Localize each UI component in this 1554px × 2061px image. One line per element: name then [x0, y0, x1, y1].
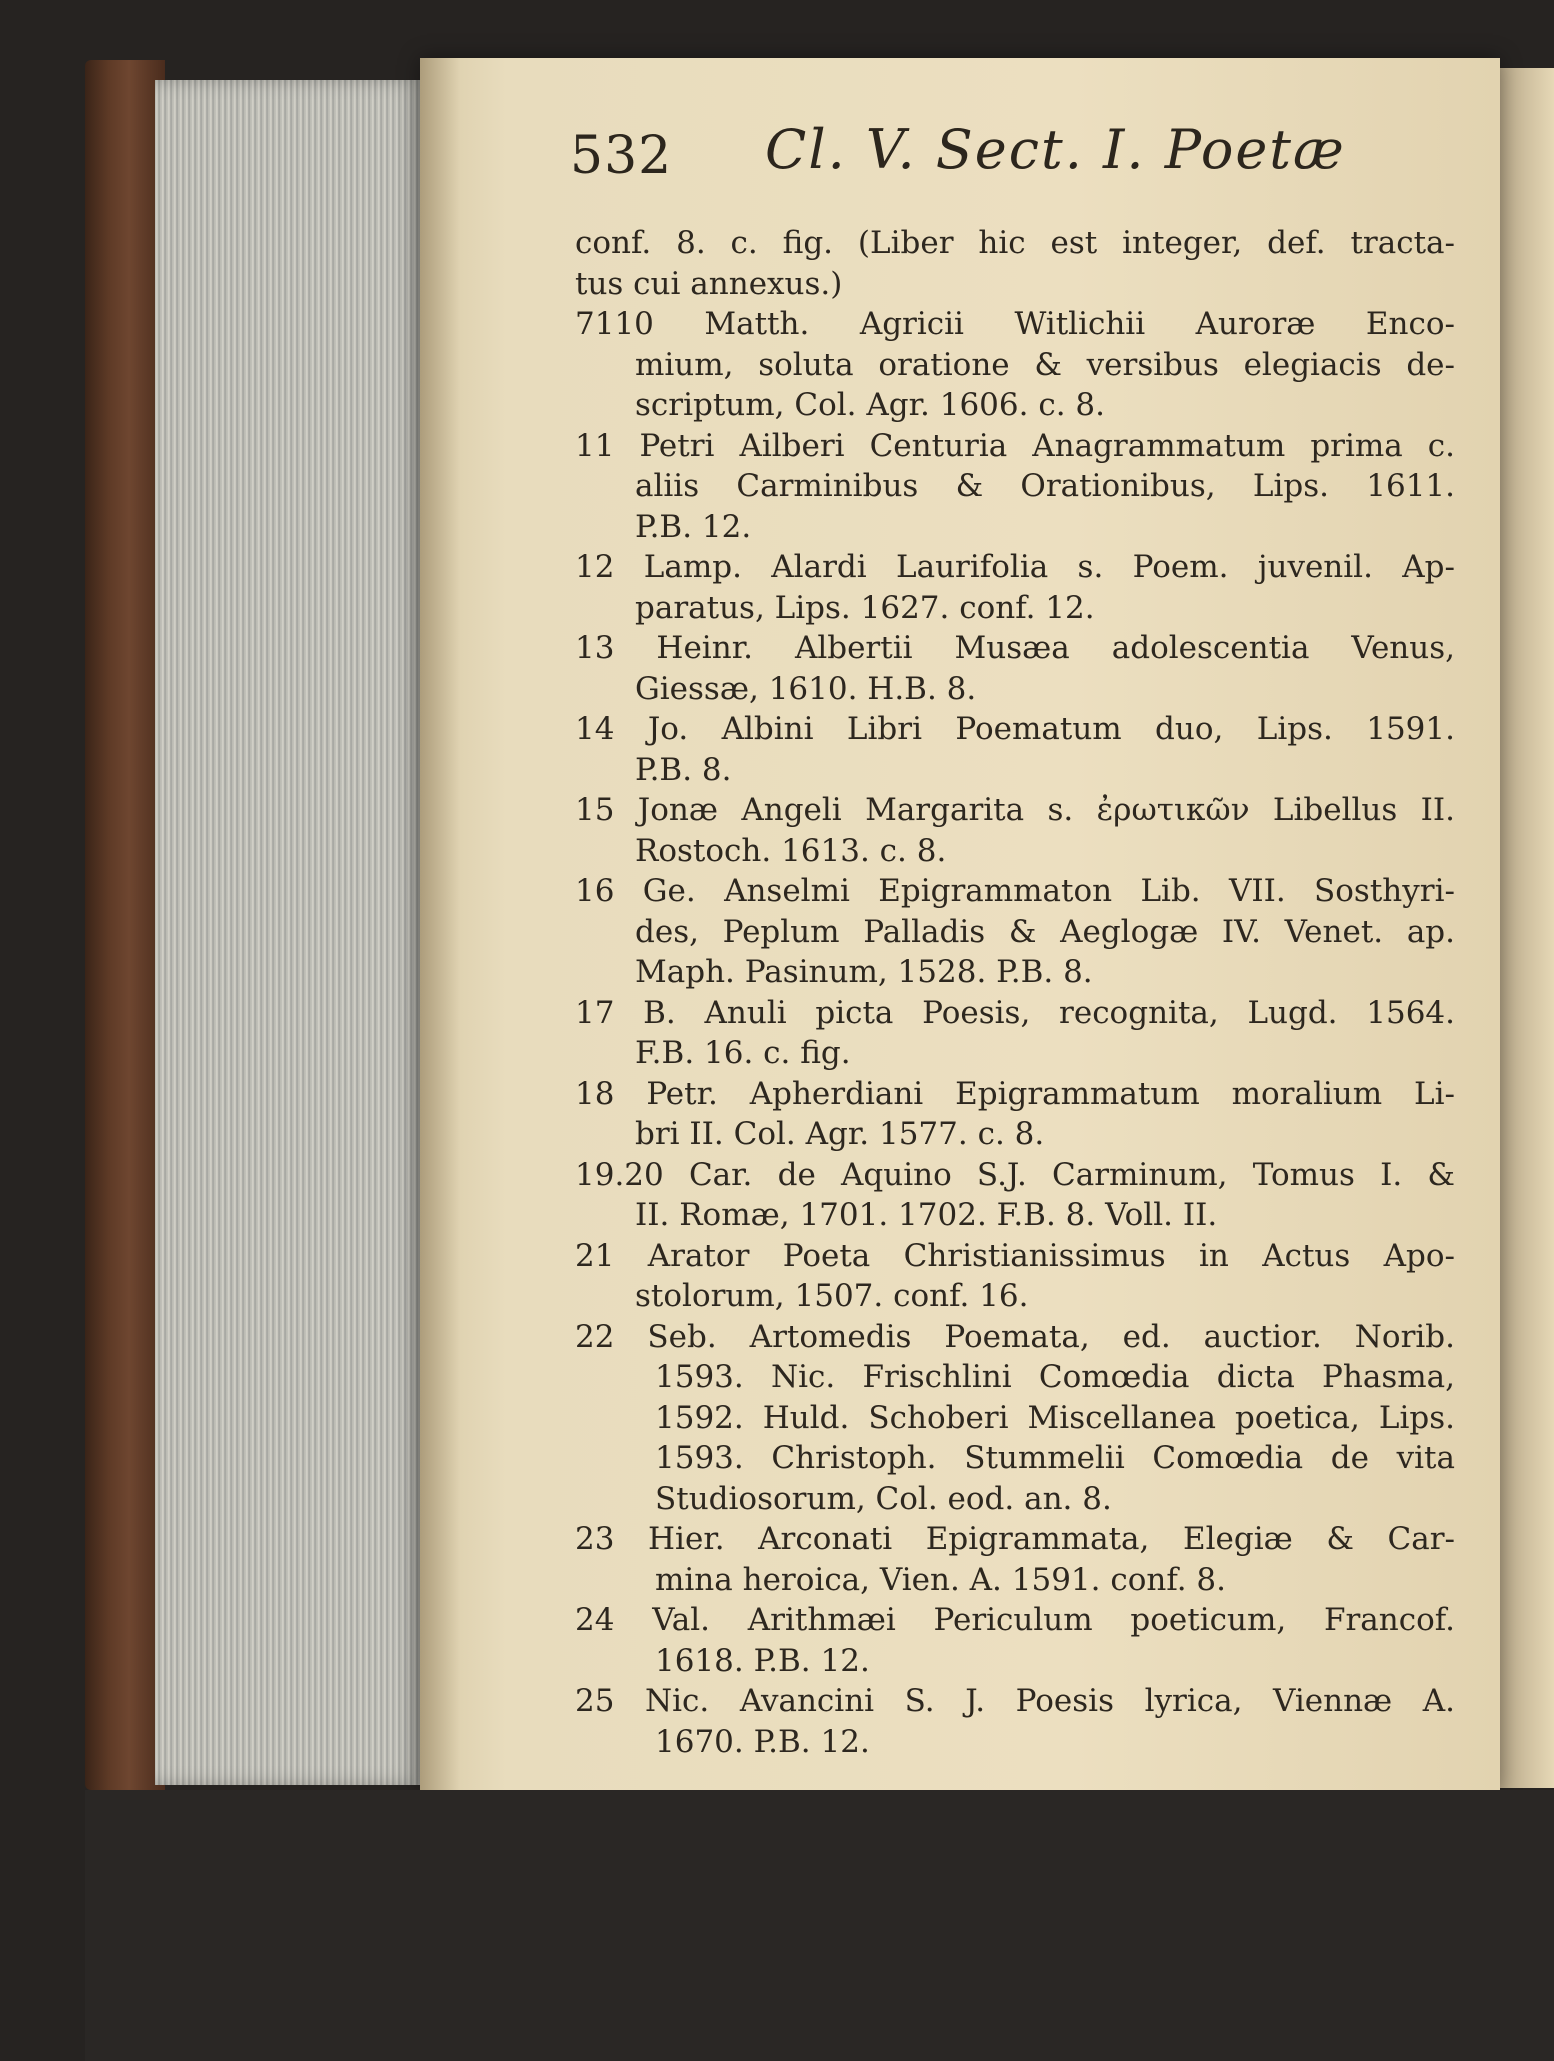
text-line: 14 Jo. Albini Libri Poematum duo, Lips. 1591.	[575, 711, 1455, 747]
text-line: bri II. Col. Agr. 1577. c. 8.	[635, 1116, 1045, 1152]
background-shadow	[85, 1790, 1554, 2061]
text-line: F.B. 16. c. fig.	[635, 1035, 851, 1071]
text-line: scriptum, Col. Agr. 1606. c. 8.	[635, 387, 1105, 423]
text-line: 17 B. Anuli picta Poesis, recognita, Lugd. 1564.	[575, 994, 1455, 1031]
text-line: Studiosorum, Col. eod. an. 8.	[655, 1480, 1112, 1517]
facing-page-edge	[1500, 68, 1554, 1788]
page-body	[575, 223, 1455, 1762]
text-line: aliis Carminibus & Orationibus, Lips. 1611.	[635, 468, 1455, 504]
page-edges	[155, 80, 425, 1785]
text-line: 19.20 Car. de Aquino S.J. Carminum, Tomus I. &	[575, 1156, 1455, 1193]
text-line: 24 Val. Arithmæi Periculum poeticum, Francof.	[575, 1602, 1455, 1638]
text-line: 1618. P.B. 12.	[655, 1642, 870, 1679]
text-line: stolorum, 1507. conf. 16.	[635, 1278, 1029, 1314]
text-line: II. Romæ, 1701. 1702. F.B. 8. Voll. II.	[635, 1197, 1218, 1233]
text-line: 18 Petr. Apherdiani Epigrammatum moralium Li-	[575, 1075, 1455, 1112]
text-line: conf. 8. c. fig. (Liber hic est integer, def. tracta-	[575, 225, 1455, 261]
page-header	[570, 118, 1470, 208]
text-line: des, Peplum Palladis & Aeglogæ IV. Venet. ap.	[635, 913, 1455, 950]
text-line: 22 Seb. Artomedis Poemata, ed. auctior. Norib.	[575, 1318, 1455, 1355]
text-line: paratus, Lips. 1627. conf. 12.	[635, 589, 1095, 626]
text-line: P.B. 8.	[635, 751, 732, 788]
text-line: Giessæ, 1610. H.B. 8.	[635, 670, 977, 707]
text-line: 1593. Nic. Frischlini Comœdia dicta Phasma,	[655, 1359, 1455, 1395]
text-line: 13 Heinr. Albertii Musæa adolescentia Venus,	[575, 630, 1455, 666]
book-page	[420, 58, 1500, 1793]
text-line: Rostoch. 1613. c. 8.	[635, 832, 947, 869]
text-line: tus cui annexus.)	[575, 265, 843, 302]
text-line: 21 Arator Poeta Christianissimus in Actus Apo-	[575, 1237, 1455, 1274]
book-spine	[85, 60, 165, 1790]
text-line: 1670. P.B. 12.	[655, 1723, 870, 1760]
page-number: 532	[570, 126, 673, 186]
text-line: Maph. Pasinum, 1528. P.B. 8.	[635, 954, 1093, 990]
text-line: mina heroica, Vien. A. 1591. conf. 8.	[655, 1561, 1226, 1598]
text-line: 25 Nic. Avancini S. J. Poesis lyrica, Viennæ A.	[575, 1683, 1455, 1719]
text-line: 11 Petri Ailberi Centuria Anagrammatum prima c.	[575, 427, 1455, 464]
running-title: Cl. V. Sect. I. Poetæ	[765, 118, 1346, 181]
text-line: mium, soluta oratione & versibus elegiacis de-	[635, 346, 1455, 383]
text-line: 15 Jonæ Angeli Margarita s. ἐρωτικῶν Libellus II.	[575, 792, 1455, 828]
text-line: P.B. 12.	[635, 508, 752, 545]
text-line: 7110 Matth. Agricii Witlichii Auroræ Enco-	[575, 306, 1455, 342]
text-line: 12 Lamp. Alardi Laurifolia s. Poem. juvenil. Ap-	[575, 549, 1455, 585]
text-line: 23 Hier. Arconati Epigrammata, Elegiæ & Car-	[575, 1521, 1455, 1557]
text-line: 16 Ge. Anselmi Epigrammaton Lib. VII. Sosthyri-	[575, 873, 1455, 909]
text-line: 1593. Christoph. Stummelii Comœdia de vita	[655, 1440, 1455, 1476]
page-gutter	[420, 58, 460, 1793]
text-line: 1592. Huld. Schoberi Miscellanea poetica, Lips.	[655, 1399, 1455, 1436]
